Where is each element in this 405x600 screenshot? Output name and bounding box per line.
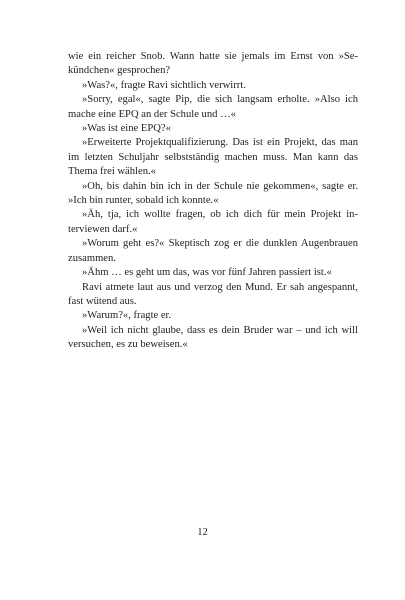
- paragraph: »Ähm … es geht um das, was vor fünf Jahren passiert ist.«: [82, 267, 332, 279]
- paragraph: »Erweiterte Projektqualifizierung. Das ist ein Projekt, das man im letzten Schuljahr selbstständig machen muss. Man kann das Thema frei wählen.«: [68, 137, 358, 178]
- book-page-text: [68, 50, 358, 353]
- paragraph: »Worum geht es?« Skeptisch zog er die dunklen Augenbrauen zusammen.: [68, 238, 358, 264]
- paragraph: »Was ist eine EPQ?«: [82, 123, 171, 135]
- paragraph: »Warum?«, fragte er.: [82, 310, 172, 322]
- paragraph: »Äh, tja, ich wollte fragen, ob ich dich für mein Projekt interviewen darf.«: [68, 209, 358, 235]
- paragraph: »Sorry, egal«, sagte Pip, die sich langsam erholte. »Also ich mache eine EPQ an der Schule und …«: [68, 94, 358, 120]
- paragraph: wie ein reicher Snob. Wann hatte sie jemals im Ernst von »Sekündchen« gesprochen?: [68, 51, 358, 77]
- paragraph: »Weil ich nicht glaube, dass es dein Bruder war – und ich will versuchen, es zu beweisen.«: [68, 324, 358, 351]
- paragraph: »Was?«, fragte Ravi sichtlich verwirrt.: [82, 79, 246, 91]
- paragraph: »Oh, bis dahin bin ich in der Schule nie gekommen«, sagte er. »Ich bin runter, sobald ich konnte.«: [68, 180, 358, 207]
- page-number: 12: [197, 527, 208, 538]
- paragraph: Ravi atmete laut aus und verzog den Mund. Er sah angespannt, fast wütend aus.: [68, 281, 358, 307]
